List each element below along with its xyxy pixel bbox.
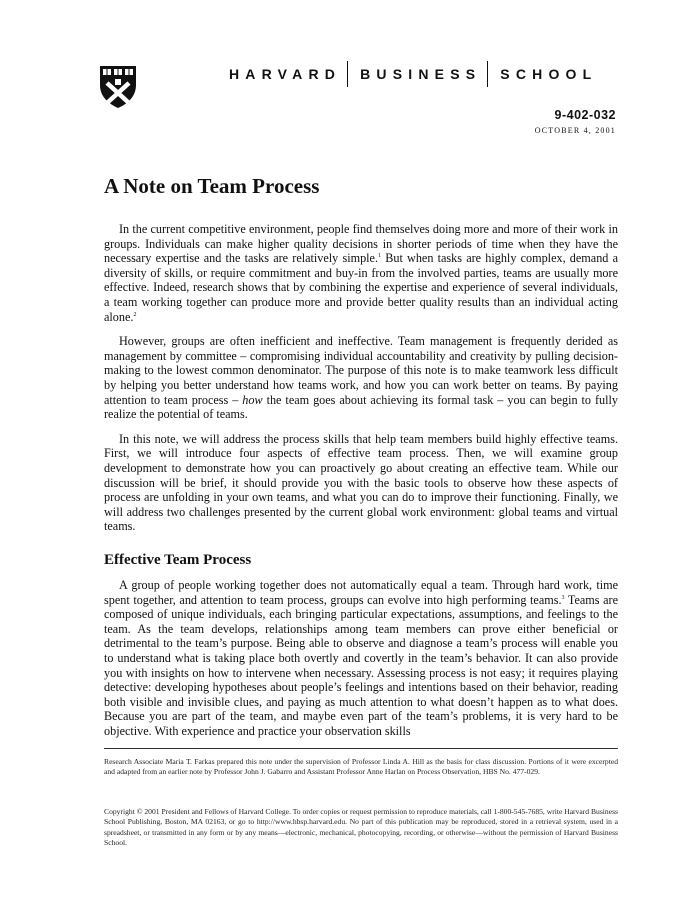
footnote-ref-1: 1	[378, 253, 382, 260]
paragraph-3	[104, 432, 618, 534]
document-title: A Note on Team Process	[104, 174, 320, 198]
footnote-ref-3: 3	[561, 594, 565, 601]
intro-body	[104, 222, 618, 544]
copyright-notice: Copyright © 2001 President and Fellows of Harvard College. To order copies or request permission to reproduce materials, call 1-800-545-7685, write Harvard Business School Publishing, Boston, MA 02163, or go to http://www.hbsp.harvard.edu. No part of this publication may be reproduced, stored in a retrieval system, used in a spreadsheet, or transmitted in any form or by any means—electronic, mechanical, photocopying, recording, or otherwise—without the permission of Harvard Business School.	[104, 807, 618, 848]
paragraph-4	[104, 578, 618, 739]
masthead-divider	[347, 61, 348, 87]
paragraph-2	[104, 334, 618, 422]
section-body	[104, 578, 618, 749]
masthead-divider	[487, 61, 488, 87]
paragraph-text: A group of people working together does not automatically equal a team. Through hard work, time spent together, and attention to team process, groups can evolve into high performing teams.	[104, 578, 618, 607]
section-heading: Effective Team Process	[104, 552, 252, 568]
paragraph-1	[104, 222, 618, 324]
masthead-business: BUSINESS	[360, 66, 482, 82]
paragraph-text: In this note, we will address the process skills that help team members build highly effective teams. First, we will introduce four aspects of effective team process. Then, we will examine group development to demonstrate how you can proactively go about creating an effective team. While our discussion will be brief, it should provide you with the basic tools to observe how these aspects of process are unfolding in your own teams, and what you can do to improve their functioning. Finally, we will address two challenges presented by the current global work environment: global teams and virtual teams.	[104, 431, 618, 534]
masthead-harvard: HARVARD	[229, 66, 342, 82]
paragraph-text: Teams are composed of unique individuals, each bringing particular expectations, assumptions, and feelings to the team. As the team develops, relationships among team members can prove either beneficial or detrimental to the team’s purpose. Being able to observe and diagnose a team’s process will enable you to understand what is taking place both overtly and covertly in the team’s behavior. It can also provide you with insights on how to intervene when necessary. Assessing process is not easy; it requires playing detective: developing hypotheses about people’s feelings and intentions based on their behavior, reading both visible and invisible clues, and paying as much attention to what doesn’t happen as to what does. Because you are part of the team, and maybe even part of the team’s problems, it is very hard to be objective. With experience and practice your observation skills	[104, 592, 618, 738]
paragraph-text: However, groups are often inefficient and ineffective. Team management is frequently derided as management by committee – compromising individual accountability and creativity by pulling decision-making to the lowest common denominator. The purpose of this note is to make teamwork less difficult by helping you better understand how teams work, and how you can work better on teams. By paying attention to team process –	[104, 334, 618, 407]
paragraph-text: the team goes about achieving its formal task – you can begin to fully realize the potential of teams.	[104, 392, 618, 422]
document-number: 9-402-032	[554, 108, 616, 122]
masthead	[229, 63, 619, 85]
masthead-school: SCHOOL	[500, 66, 598, 82]
footnote-divider	[104, 748, 618, 749]
document-date: OCTOBER 4, 2001	[534, 126, 616, 135]
paragraph-text: But when tasks are highly complex, demand a diversity of skills, or require commitment and buy-in from the involved parties, teams are usually more effective. Indeed, research shows that by combining the expertise and experience of several individuals, a team working together can produce more and provide better quality results than an individual acting alone.	[104, 251, 618, 324]
footnote-ref-2: 2	[133, 311, 137, 318]
paragraph-text: In the current competitive environment, people find themselves doing more and more of their work in groups. Individuals can make higher quality decisions in shorter periods of time when they have the necessary expertise and the tasks are relatively simple.	[104, 222, 618, 266]
emphasis-how: how	[242, 392, 263, 407]
author-footnote: Research Associate Maria T. Farkas prepared this note under the supervision of Professor Linda A. Hill as the basis for class discussion. Portions of it were excerpted and adapted from an earlier note by Professor John J. Gabarro and Assistant Professor Anne Harlan on Process Observation, HBS No. 477-029.	[104, 757, 618, 777]
harvard-shield-logo	[99, 65, 137, 109]
